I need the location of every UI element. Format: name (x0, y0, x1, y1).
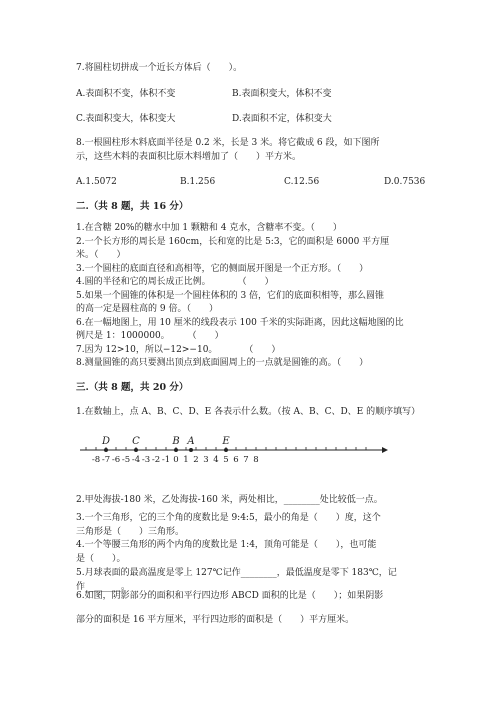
s3-line: 2.甲处海拔-180 米，乙处海拔-160 米，两处相比，________处比较低一点。 (76, 495, 383, 505)
s3-line: 6.如图，阴影部分的面积和平行四边形 ABCD 面积的比是（ ）；如果阴影 (76, 591, 384, 601)
q7-option-b: B.表面积变大，体积不变 (232, 89, 332, 99)
s3-line: 作________。 (76, 582, 131, 592)
number-line-tick-label: 6 (233, 455, 239, 465)
number-line-arrow-icon (382, 447, 388, 453)
number-line-figure (70, 430, 400, 480)
s2-line: 1.在含糖 20%的糖水中加 1 颗糖和 4 克水，含糖率不变。（ ） (76, 223, 342, 233)
s3-line: 是（ ）。 (76, 554, 126, 564)
q7-option-a: A.表面积不变，体积不变 (76, 89, 176, 99)
number-line-tick-label: 4 (213, 455, 219, 465)
number-line-tick-label: -1 (161, 455, 171, 465)
s2-line: 3.一个圆柱的底面直径和高相等，它的侧面展开图是一个正方形。（ ） (76, 264, 369, 274)
s2-line: 2.一个长方形的周长是 160cm，长和宽的比是 5:3，它的面积是 6000 平方厘 (76, 237, 390, 247)
s2-line: 5.如果一个圆锥的体积是一个圆柱体积的 3 倍，它们的底面积相等，那么圆锥 (76, 291, 385, 301)
q8-line2: 示，这些木料的表面积比原木料增加了（ ）平方米。 (76, 152, 302, 162)
s2-line: 6.在一幅地图上，用 10 厘米的线段表示 100 千米的实际距离，因此这幅地图的比 (76, 318, 404, 328)
s3-line: 部分的面积是 16 平方厘米，平行四边形的面积是（ ）平方厘米。 (76, 615, 355, 625)
s3-line: 三角形是（ ）三角形。 (76, 527, 185, 537)
number-line-point-label: C (132, 436, 140, 447)
number-line-point (224, 448, 228, 452)
number-line-tick-label: 7 (243, 455, 249, 465)
q8-line1: 8.一根圆柱形木料底面半径是 0.2 米，长是 3 米。将它截成 6 段，如下图所 (76, 138, 380, 148)
q7-option-d: D.表面积不定，体积变大 (232, 114, 332, 124)
s3-line: 4.一个等腰三角形的两个内角的度数比是 1:4，顶角可能是（ ），也可能 (76, 540, 377, 550)
number-line-point (104, 448, 108, 452)
s3-line: 3.一个三角形，它的三个角的度数比是 9:4:5，最小的角是（ ）度，这个 (76, 513, 381, 523)
number-line-point-label: B (172, 436, 180, 447)
section3-heading: 三.（共 8 题，共 20 分） (76, 382, 189, 393)
number-line-tick-label: 0 (173, 455, 179, 465)
number-line-tick-label: -4 (131, 455, 141, 465)
s2-line: 8.测量圆锥的高只要测出顶点到底面圆周上的一点就是圆锥的高。（ ） (76, 358, 369, 368)
number-line-tick-label: -7 (101, 455, 111, 465)
q8-option-a: A.1.5072 (76, 177, 117, 187)
q8-option-d: D.0.7536 (384, 177, 426, 187)
number-line-tick-label: 3 (203, 455, 209, 465)
number-line-tick-label: -8 (91, 455, 101, 465)
number-line-tick-label: -2 (151, 455, 161, 465)
number-line-tick-label: -5 (121, 455, 131, 465)
s2-line: 米。（ ） (76, 250, 126, 260)
number-line-tick-label: 8 (253, 455, 259, 465)
number-line-point (134, 448, 138, 452)
number-line-point-label: E (222, 436, 230, 447)
s2-line: 的高一定是圆柱高的 9 倍。（ ） (76, 304, 218, 314)
number-line-point-label: A (187, 436, 195, 447)
number-line-tick-label: 5 (223, 455, 229, 465)
q7-option-c: C.表面积变大，体积变大 (76, 114, 176, 124)
number-line-tick-label: -3 (141, 455, 151, 465)
s3-q1: 1.在数轴上，点 A、B、C、D、E 各表示什么数。（按 A、B、C、D、E 的顺序填写） (76, 407, 421, 417)
q8-option-b: B.1.256 (180, 177, 216, 187)
s3-line: 5.月球表面的最高温度是零上 127℃记作________，最低温度是零下 183℃，记 (76, 568, 397, 578)
s2-line: 7.因为 12>10，所以−12>−10。 （ ） (76, 345, 281, 355)
q8-option-c: C.12.56 (284, 177, 320, 187)
s2-line: 例尺是 1：1000000。 （ ） (76, 331, 224, 341)
s2-line: 4.圆的半径和它的周长成正比例。 （ ） (76, 277, 274, 287)
number-line-point-label: D (101, 436, 111, 447)
number-line-point (174, 448, 178, 452)
number-line-tick-label: 1 (183, 455, 189, 465)
number-line-tick-label: 2 (193, 455, 199, 465)
section2-heading: 二.（共 8 题，共 16 分） (76, 201, 189, 212)
number-line-tick-label: -6 (111, 455, 121, 465)
number-line-point (189, 448, 193, 452)
q7-stem: 7.将圆柱切拼成一个近长方体后（ ）。 (76, 63, 243, 73)
